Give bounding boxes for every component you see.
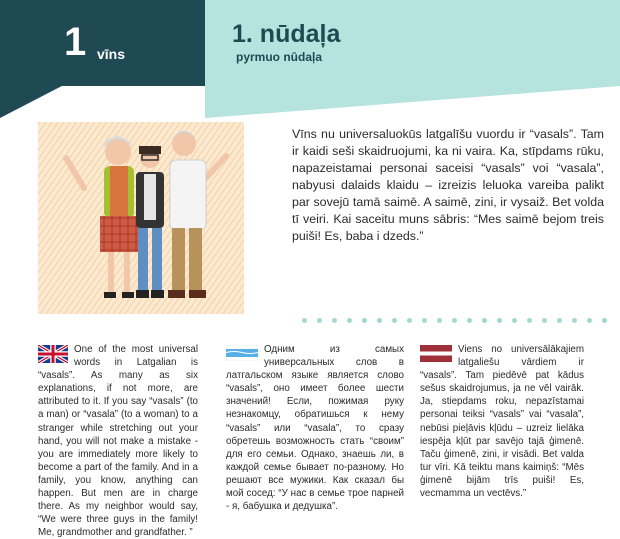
latvia-flag-icon [420, 345, 452, 362]
main-paragraph-latgalian: Vīns nu universaluokūs latgalīšu vuordu ir “vasals”. Tam ir kaidi seši skaidruojumi, ka ni vaira. Ka, stīpdams rūku, napazeistamai personai saceisi “vasals” voi “vasala”, nabyusi dalaids klaidu – izreizis leluoka vareiba palikt par sovejū tamā saimē. A saimē, zini, ir vysaiž. Bet volda tī veiri. Kai saceitu muns sābris: “Mes saimē bejom treis puiši! Es, baba i dzeds.” [292, 127, 604, 243]
header-dark-block [0, 0, 205, 86]
russian-text: Одним из самых универсальных слов в латгальском языке является слово “vasals”, оно имеет более шести значений! Если, пожимая руку незнакомцу, обратишься к нему “vasals” или “vasala”, то сразу обретешь возможность стать “своим” для его семьи. Однако, знаешь ли, в каждой семье бывает по-разному. Но решают все мужики. Как сказал бы мой сосед: “У нас в семье трое парней - я, бабушка и дедушка”. [226, 344, 404, 513]
translation-russian [226, 343, 404, 513]
family-illustration [36, 118, 246, 318]
header-light-slant [205, 86, 620, 118]
chapter-title: 1. nūdaļa [232, 20, 341, 48]
chapter-number: 1 [64, 20, 87, 64]
uk-flag-icon [38, 345, 68, 363]
chapter-header [0, 0, 620, 118]
chapter-subtitle: pyrmuo nūdaļa [236, 50, 323, 64]
dotted-divider [300, 318, 610, 326]
chapter-number-word: vīns [97, 46, 126, 62]
translation-latvian [420, 343, 584, 500]
english-text: One of the most universal words in Latgalian is “vasals”. As many as six explanations, if not more, are attributed to it. If you say “vasals” (to a man) or “vasala” (to a woman) to a stranger while stretching out your hand, you will not make a mistake - you are immediately more likely to become a part of the family. And in a family, you know, anything can happen. But men are in charge there. As my neighbor would say, “We were three guys in the family! Me, grandmother and grandfather. ” [38, 344, 198, 539]
latgale-flag-icon [226, 345, 258, 361]
translation-english [38, 343, 198, 539]
latvian-text: Viens no universālākajiem latgaliešu vārdiem ir “vasals”. Tam piedēvē pat kādus sešus skaidrojumus, ja ne vēl vairāk. Ja, stiepdams roku, nepazīstamai personai teiksi “vasals” vai “vasala”, nebūsi pieļāvis kļūdu – uzreiz lielāka iespēja kļūt par savējo tajā ģimenē. Taču ģimenē, zini, ir visādi. Bet valda tur vīri. Kā teiktu mans kaimiņš: “Mēs ģimenē bijām trīs puiši! Es, vecmamma un vectēvs.” [420, 344, 584, 500]
